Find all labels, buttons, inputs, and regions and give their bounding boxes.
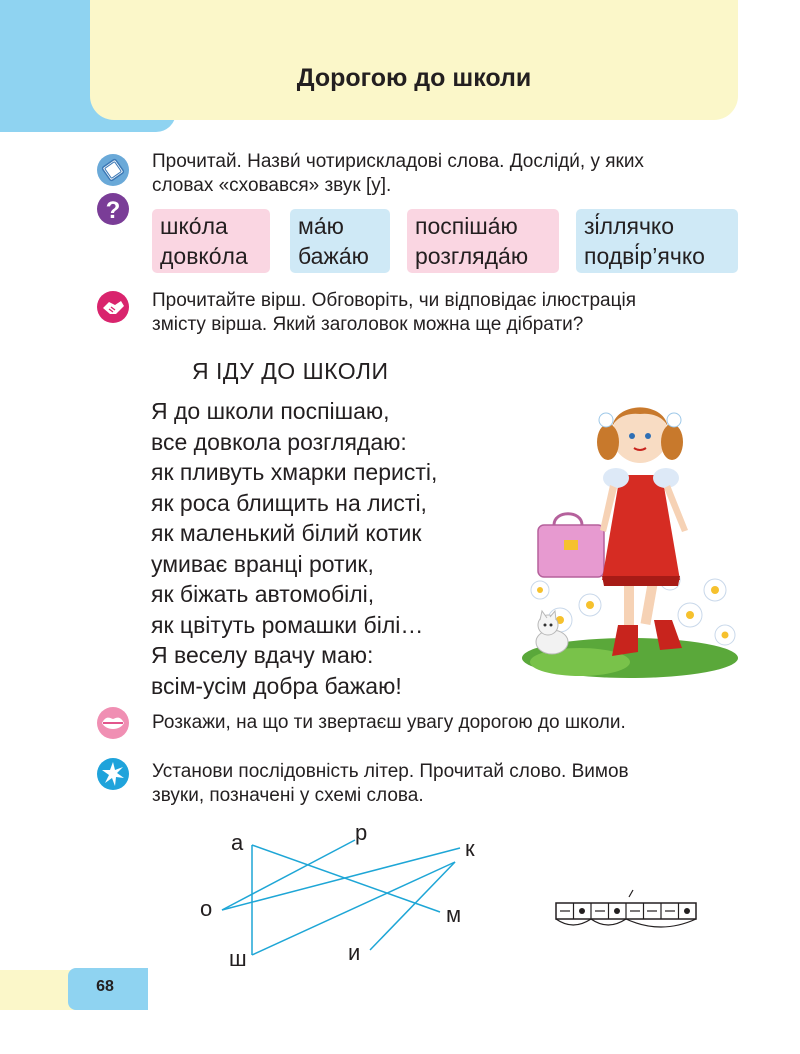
girl-illustration (520, 380, 738, 680)
svg-text:?: ? (105, 197, 121, 224)
word-box-1: шко́ла довко́ла (152, 209, 270, 273)
poem-text (151, 396, 437, 701)
letter-a: а (231, 830, 244, 855)
poem-line: як пливуть хмарки перисті, (151, 459, 438, 485)
star-burst-icon (96, 757, 130, 791)
task4-instruction: Установи послідовність літер. Прочитай слово. Вимов звуки, позначені у схемі слова. (152, 761, 629, 806)
poem-line: як біжать автомобілі, (151, 581, 375, 607)
poem-line: як роса блищить на листі, (151, 489, 427, 516)
poem-line: як цвітуть ромашки білі… (151, 611, 424, 638)
word-box-2: ма́ю бажа́ю (290, 209, 390, 273)
question-icon (96, 192, 130, 226)
page-number: 68 (96, 978, 114, 995)
word-sound-scheme (553, 885, 703, 935)
poem-line: Я до школи поспішаю, (151, 398, 390, 424)
letter-o: о (200, 896, 213, 921)
letter-y: и (348, 940, 361, 965)
header-band (90, 0, 738, 120)
letter-k: к (465, 836, 475, 861)
task1-instruction: Прочитай. Назви́ чотирискладові слова. Досліди́, у яких словах «сховався» звук [у]. (152, 151, 644, 196)
task2-instruction: Прочитайте вірш. Обговоріть, чи відповідає ілюстрація змісту вірша. Який заголовок можна ще дібрати? (152, 290, 636, 335)
poem-line: Я веселу вдачу маю: (151, 642, 374, 668)
book-icon (96, 153, 130, 187)
letter-m: м (446, 902, 462, 927)
poem-line: як маленький білий котик (151, 520, 422, 546)
task3-instruction: Розкажи, на що ти звертаєш увагу дорогою до школи. (152, 712, 626, 733)
word-box-4: зі́ллячко подві́р’ячко (576, 209, 738, 273)
poem-line: умиває вранці ротик, (151, 550, 374, 577)
letter-sh: ш (229, 946, 247, 971)
poem-line: все довкола розглядаю: (151, 428, 407, 455)
word-box-3: поспіша́ю розгляда́ю (407, 209, 559, 273)
poem-line: всім-усім добра бажаю! (151, 672, 402, 699)
lips-icon (96, 706, 130, 740)
letter-r: р (355, 820, 368, 845)
handshake-icon (96, 290, 130, 324)
page-title: Дорогою до школи (296, 64, 532, 92)
poem-title: Я ІДУ ДО ШКОЛИ (192, 358, 389, 384)
